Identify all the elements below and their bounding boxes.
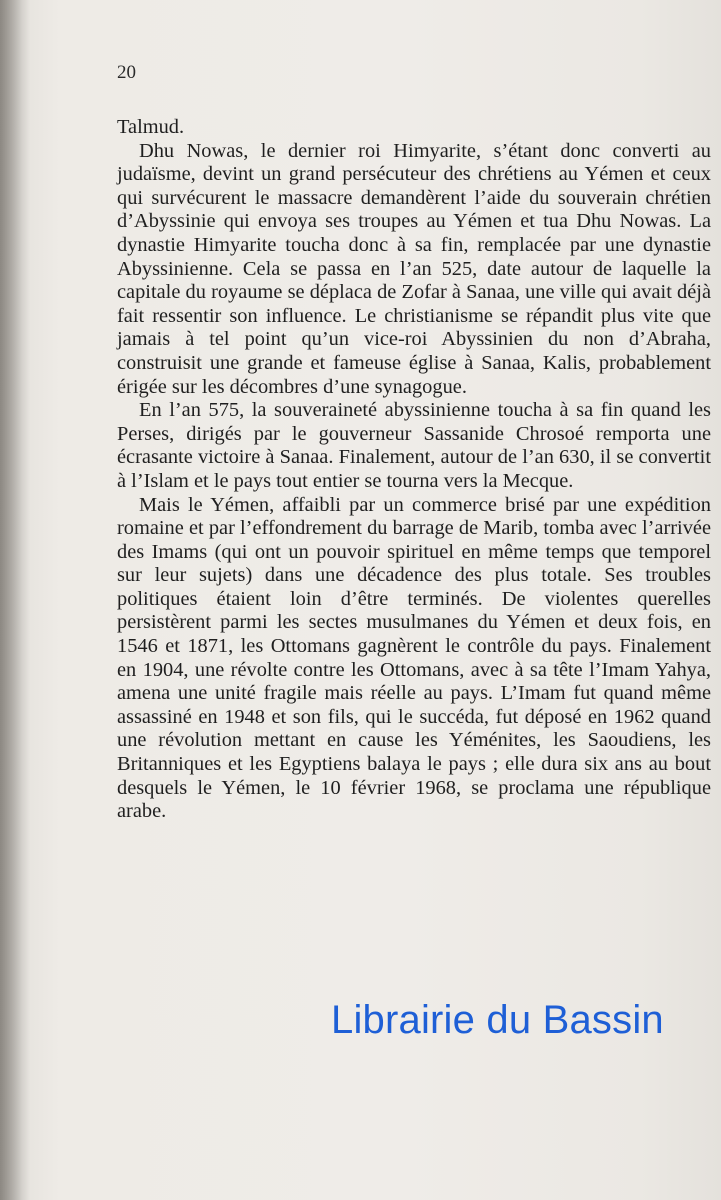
bookseller-watermark: Librairie du Bassin	[331, 998, 664, 1042]
spine-shadow	[0, 0, 30, 1200]
paragraph-4: Mais le Yémen, affaibli par un commerce brisé par une expédition romaine et par l’effondrement du barrage de Marib, tomba avec l’arrivée des Imams (qui ont un pouvoir spirituel en même temps que temporel sur leur sujets) dans une décadence des plus totale. Ses troubles politiques étaient loin d’être terminés. De violentes querelles persistèrent parmi les sectes musulmanes du Yémen et deux fois, en 1546 et 1871, les Ottomans gagnèrent le contrôle du pays. Finalement en 1904, une révolte contre les Ottomans, avec à sa tête l’Imam Yahya, amena une unité fragile mais réelle au pays. L’Imam fut quand même assassiné en 1948 et son fils, qui le succéda, fut déposé en 1962 quand une révolution mettant en cause les Yéménites, les Saoudiens, les Britanniques et les Egyptiens balaya le pays ; elle dura six ans au bout desquels le Yémen, le 10 février 1968, se proclama une république arabe.	[117, 493, 711, 823]
body-text	[117, 116, 711, 824]
page-number: 20	[117, 62, 136, 83]
paragraph-3: En l’an 575, la souveraineté abyssinienne toucha à sa fin quand les Perses, dirigés par le gouverneur Sassanide Chrosoé remporta une écrasante victoire à Sanaa. Finalement, autour de l’an 630, il se convertit à l’Islam et le pays tout entier se tourna vers la Mecque.	[117, 399, 711, 492]
paragraph-1: Talmud.	[117, 116, 185, 138]
paragraph-2: Dhu Nowas, le dernier roi Himyarite, s’étant donc converti au judaïsme, devint un grand persécuteur des chrétiens au Yémen et ceux qui survécurent le massacre demandèrent l’aide du souverain chrétien d’Abyssinie qui envoya ses troupes au Yémen et tua Dhu Nowas. La dynastie Himyarite toucha donc à sa fin, remplacée par une dynastie Abyssinienne. Cela se passa en l’an 525, date autour de laquelle la capitale du royaume se déplaca de Zofar à Sanaa, une ville qui avait déjà fait ressentir son influence. Le christianisme se répandit plus vite que jamais à tel point qu’un vice-roi Abyssinien du non d’Abraha, construisit une grande et fameuse église à Sanaa, Kalis, probablement érigée sur les décombres d’une synagogue.	[117, 139, 711, 398]
